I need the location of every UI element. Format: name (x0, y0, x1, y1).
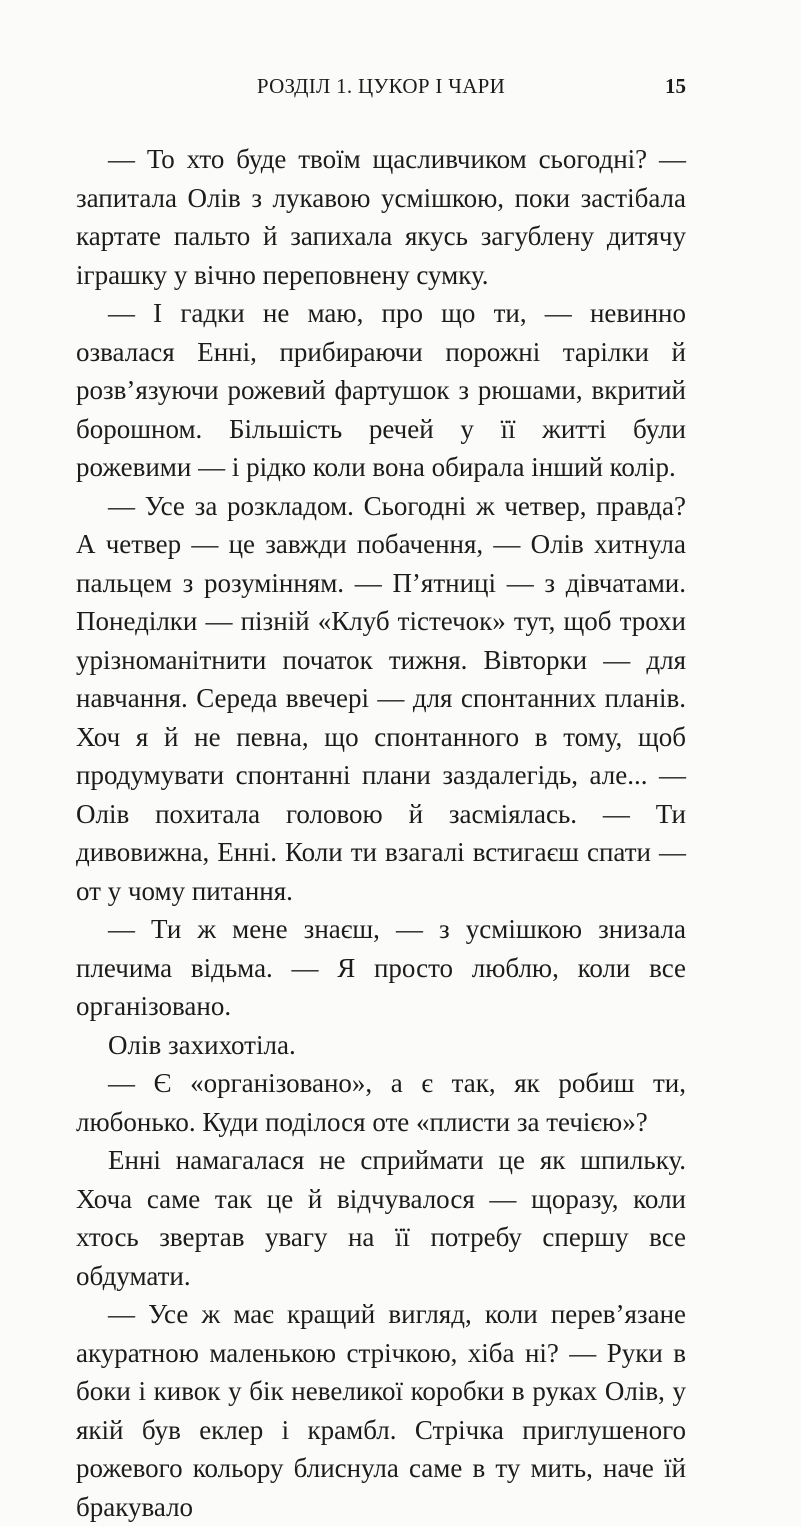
chapter-title: РОЗДІЛ 1. ЦУКОР І ЧАРИ (256, 74, 506, 98)
paragraph: Олів захихотіла. (108, 1029, 296, 1060)
paragraph: Енні намагалася не сприймати це як шпильку. Хоча саме так це й відчувалося — щоразу, коли хтось звертав увагу на її потребу спершу все обдумати. (76, 1145, 686, 1291)
paragraph: — То хто буде твоїм щасливчиком сьогодні? — запитала Олів з лукавою усмішкою, поки застібала картате пальто й запихала якусь загублену дитячу іграшку у вічно переповнену сумку. (76, 144, 686, 290)
running-head (76, 74, 686, 104)
paragraph: — Усе ж має кращий вигляд, коли перев’язане акуратною маленькою стрічкою, хіба ні? — Руки в боки і кивок у бік невеликої коробки в руках Олів, у якій був еклер і крамбл. Стрічка приглушеного рожевого кольору блиснула саме в ту мить, наче їй бракувало (76, 1299, 686, 1522)
body-text (76, 140, 686, 1526)
page-number: 15 (665, 74, 686, 98)
paragraph: — Є «організовано», а є так, як робиш ти, любонько. Куди поділося оте «плисти за течією»? (76, 1068, 686, 1137)
paragraph: — Ти ж мене знаєш, — з усмішкою знизала плечима відьма. — Я просто люблю, коли все організовано. (76, 914, 686, 1021)
paragraph: — Усе за розкладом. Сьогодні ж четвер, правда? А четвер — це завжди побачення, — Олів хитнула пальцем з розумінням. — П’ятниці — з дівчатами. Понеділки — пізній «Клуб тістечок» тут, щоб трохи урізноманітнити початок тижня. Вівторки — для навчання. Середа ввечері — для спонтанних планів. Хоч я й не певна, що спонтанного в тому, щоб продумувати спонтанні плани заздалегідь, але... — Олів похитала головою й засміялась. — Ти дивовижна, Енні. Коли ти взагалі встигаєш спати — от у чому питання. (76, 490, 686, 906)
paragraph: — І гадки не маю, про що ти, — невинно озвалася Енні, прибираючи порожні тарілки й розв’язуючи рожевий фартушок з рюшами, вкритий борошном. Більшість речей у її житті були рожевими — і рідко коли вона обирала інший колір. (76, 298, 686, 482)
